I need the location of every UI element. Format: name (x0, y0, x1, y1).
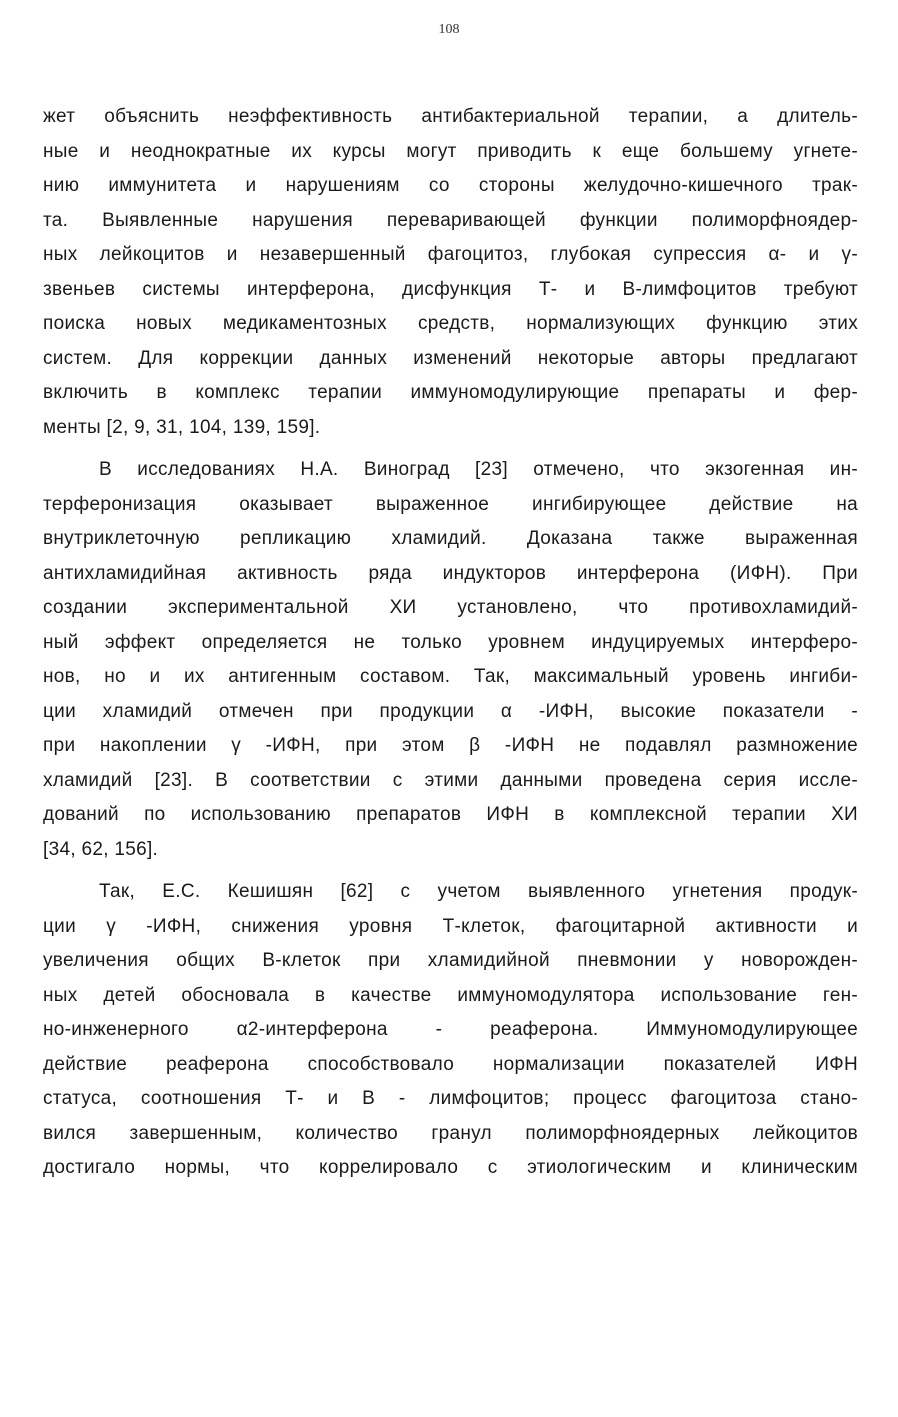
text-line: дований по использованию препаратов ИФН в комплексной терапии ХИ (43, 804, 858, 825)
text-line: ных лейкоцитов и незавершенный фагоцитоз, глубокая супрессия α- и γ- (43, 244, 858, 265)
text-line: ции γ -ИФН, снижения уровня Т-клеток, фагоцитарной активности и (43, 915, 858, 937)
text-line: ный эффект определяется не только уровнем индуцируемых интерферо- (43, 631, 858, 653)
text-line: статуса, соотношения Т- и В - лимфоцитов; процесс фагоцитоза стано- (43, 1088, 858, 1109)
text-line: антихламидийная активность ряда индукторов интерферона (ИФН). При (43, 562, 858, 584)
paragraph (43, 453, 858, 867)
text-line: та. Выявленные нарушения переваривающей функции полиморфноядер- (43, 209, 858, 231)
text-line: увеличения общих В-клеток при хламидийной пневмонии у новорожден- (43, 950, 858, 971)
text-line: внутриклеточную репликацию хламидий. Доказана также выраженная (43, 528, 858, 549)
paragraph (43, 875, 858, 1186)
text-line: вился завершенным, количество гранул полиморфноядерных лейкоцитов (43, 1122, 858, 1144)
text-line: менты [2, 9, 31, 104, 139, 159]. (43, 416, 321, 438)
text-line: [34, 62, 156]. (43, 838, 159, 860)
text-line: звеньев системы интерферона, дисфункция Т- и В-лимфоцитов требуют (43, 278, 858, 300)
text-line: при накоплении γ -ИФН, при этом β -ИФН не подавлял размножение (43, 735, 858, 756)
text-line: создании экспериментальной ХИ установлено, что противохламидий- (43, 597, 858, 618)
text-line: систем. Для коррекции данных изменений некоторые авторы предлагают (43, 347, 858, 369)
text-line: включить в комплекс терапии иммуномодулирующие препараты и фер- (43, 382, 858, 403)
paragraph (43, 100, 858, 445)
text-line: Так, Е.С. Кешишян [62] с учетом выявленного угнетения продук- (99, 881, 858, 902)
body-text (43, 100, 858, 1194)
text-line: ных детей обосновала в качестве иммуномодулятора использование ген- (43, 984, 858, 1006)
text-line: поиска новых медикаментозных средств, нормализующих функцию этих (43, 313, 858, 334)
text-line: ции хламидий отмечен при продукции α -ИФН, высокие показатели - (43, 700, 858, 722)
text-line: терферонизация оказывает выраженное ингибирующее действие на (43, 493, 858, 515)
text-line: хламидий [23]. В соответствии с этими данными проведена серия иссле- (43, 769, 858, 791)
page-number: 108 (438, 22, 460, 37)
text-line: нов, но и их антигенным составом. Так, максимальный уровень ингиби- (43, 666, 858, 687)
text-line: жет объяснить неэффективность антибактериальной терапии, а длитель- (43, 106, 858, 127)
text-line: действие реаферона способствовало нормализации показателей ИФН (43, 1053, 858, 1075)
text-line: ные и неоднократные их курсы могут приводить к еще большему угнете- (43, 140, 858, 162)
text-line: но-инженерного α2-интерферона - реаферона. Иммуномодулирующее (43, 1019, 858, 1040)
text-line: нию иммунитета и нарушениям со стороны желудочно-кишечного трак- (43, 175, 858, 196)
text-line: достигало нормы, что коррелировало с этиологическим и клиническим (43, 1157, 858, 1178)
text-line: В исследованиях Н.А. Виноград [23] отмечено, что экзогенная ин- (99, 459, 858, 480)
